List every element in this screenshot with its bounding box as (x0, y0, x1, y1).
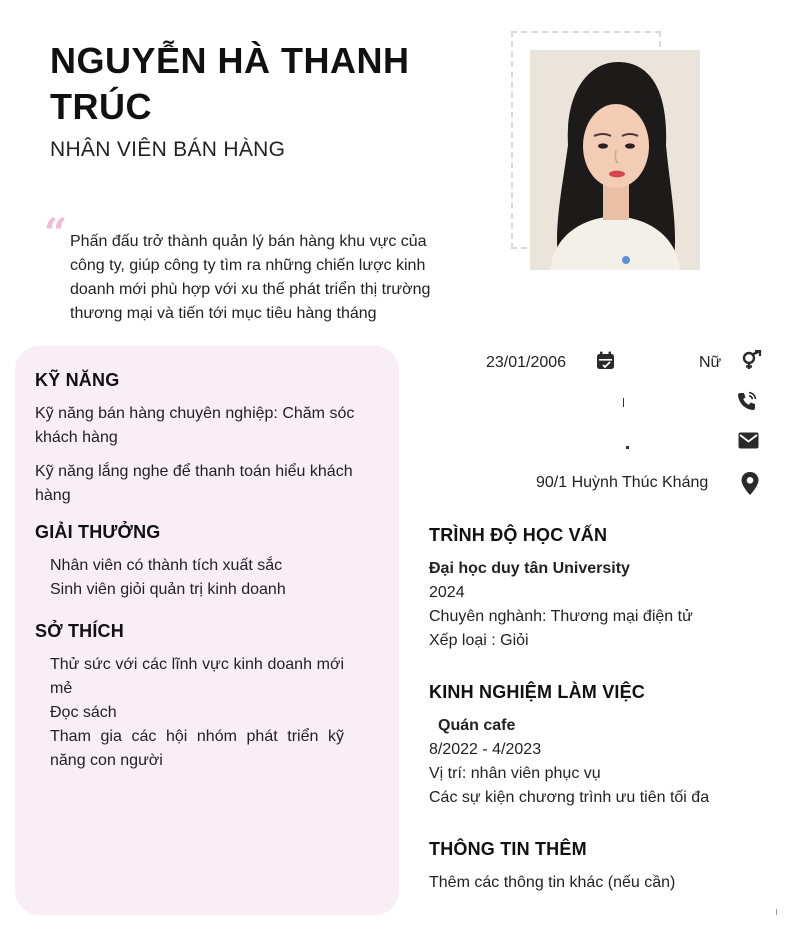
graduation-year: 2024 (429, 584, 465, 601)
job-description: Các sự kiện chương trình ưu tiên tối đa (429, 789, 710, 806)
email-text-fragment (626, 446, 629, 449)
work-period: 8/2022 - 4/2023 (429, 741, 542, 758)
experience-title: KINH NGHIỆM LÀM VIỆC (429, 682, 646, 702)
birthday-text: 23/01/2006 (486, 354, 567, 371)
extra-info-text: Thêm các thông tin khác (nếu cần) (429, 874, 676, 891)
job-title: NHÂN VIÊN BÁN HÀNG (50, 138, 286, 161)
phone-text-fragment (623, 398, 624, 407)
skill-item: Kỹ năng bán hàng chuyên nghiệp: Chăm sóc khách hàng (35, 405, 355, 446)
skill-item: Kỹ năng lắng nghe để thanh toán hiểu khách hàng (35, 463, 353, 504)
award-item: Sinh viên giỏi quản trị kinh doanh (50, 581, 286, 598)
quote-mark: “ (44, 210, 68, 257)
hobby-item: Đọc sách (50, 704, 117, 721)
education-title: TRÌNH ĐỘ HỌC VẤN (429, 525, 608, 545)
hobby-item: Tham gia các hội nhóm phát triển kỹ năng con người (50, 728, 344, 769)
email-icon (738, 432, 759, 449)
location-icon (740, 471, 760, 496)
profile-photo (530, 50, 700, 270)
gender-icon (740, 350, 762, 370)
skills-title: KỸ NĂNG (35, 370, 120, 390)
grade-text: Xếp loại : Giỏi (429, 632, 529, 649)
phone-icon (737, 391, 757, 411)
candidate-name: NGUYỄN HÀ THANH TRÚC (50, 40, 410, 127)
page-edge-mark (776, 909, 777, 915)
awards-title: GIẢI THƯỞNG (35, 522, 161, 542)
extra-info-title: THÔNG TIN THÊM (429, 839, 587, 859)
address-text: 90/1 Huỳnh Thúc Kháng (536, 474, 709, 491)
award-item: Nhân viên có thành tích xuất sắc (50, 557, 283, 574)
company-name: Quán cafe (438, 717, 516, 734)
position-text: Vị trí: nhân viên phục vụ (429, 765, 601, 782)
career-objective: Phấn đấu trở thành quản lý bán hàng khu vực của công ty, giúp công ty tìm ra những chiến lược kinh doanh mới phù hợp với xu thế phát triển thị trường thương mại và tiến tới mục tiêu hàng tháng (70, 233, 431, 322)
major-text: Chuyên nghành: Thương mại điện tử (429, 608, 693, 625)
hobby-item: Thử sức với các lĩnh vực kinh doanh mới mẻ (50, 656, 344, 697)
gender-text: Nữ (699, 354, 722, 371)
portrait-illustration (530, 50, 700, 270)
school-name: Đại học duy tân University (429, 560, 630, 577)
calendar-icon (596, 351, 616, 370)
hobbies-title: SỞ THÍCH (35, 621, 124, 641)
